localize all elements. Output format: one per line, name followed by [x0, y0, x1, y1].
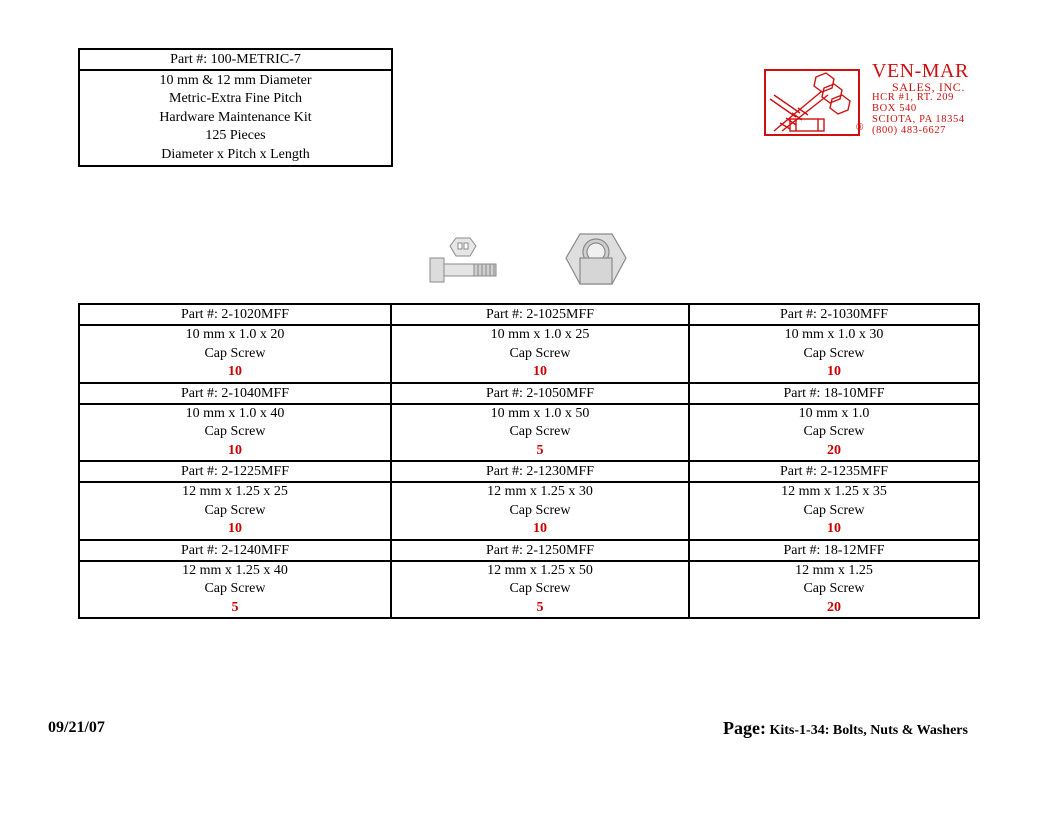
part-cell: [391, 482, 689, 540]
part-number: Part #: 2-1050MFF: [391, 383, 689, 404]
part-quantity: 10: [533, 364, 547, 379]
part-number: Part #: 2-1250MFF: [391, 540, 689, 561]
part-number: Part #: 2-1020MFF: [79, 304, 391, 325]
part-number-row: [79, 304, 979, 325]
part-cell: [79, 404, 391, 462]
kit-part-number: Part #: 100-METRIC-7: [80, 50, 391, 71]
part-quantity: 10: [228, 364, 242, 379]
part-quantity: 5: [536, 442, 544, 458]
bolt-emblem-icon: [766, 71, 858, 134]
part-quantity: 5: [536, 599, 544, 615]
logo-text: [872, 60, 969, 136]
part-type: Cap Screw: [509, 345, 571, 361]
company-subname: SALES, INC.: [892, 80, 965, 94]
part-cell: [689, 404, 979, 462]
part-quantity: 10: [533, 521, 547, 536]
part-type: Cap Screw: [509, 502, 571, 518]
part-type: Cap Screw: [803, 345, 865, 361]
company-address-3: SCIOTA, PA 18354: [872, 114, 965, 125]
part-cell: [689, 482, 979, 540]
part-number: Part #: 18-12MFF: [689, 540, 979, 561]
company-name: VEN-MAR: [872, 60, 969, 82]
part-cell: [79, 482, 391, 540]
part-type: Cap Screw: [803, 581, 865, 596]
part-size: 12 mm x 1.25 x 25: [182, 484, 288, 499]
part-number-row: [79, 383, 979, 404]
part-size: 10 mm x 1.0: [798, 405, 870, 421]
page-label: Page:: [723, 718, 766, 738]
parts-table: [78, 303, 980, 619]
kit-piece-count: 125 Pieces: [205, 128, 266, 144]
page-title: Kits-1-34: Bolts, Nuts & Washers: [769, 723, 968, 738]
kit-pitch: Metric-Extra Fine Pitch: [169, 91, 302, 107]
part-quantity: 20: [827, 599, 841, 615]
document-date: 09/21/07: [48, 719, 105, 736]
part-cell: [391, 404, 689, 462]
part-size: 10 mm x 1.0 x 30: [784, 327, 884, 342]
part-number: Part #: 2-1240MFF: [79, 540, 391, 561]
part-size: 10 mm x 1.0 x 50: [490, 405, 590, 421]
part-number-row: [79, 540, 979, 561]
hex-nut-icon: [564, 232, 628, 293]
page-reference: [723, 718, 968, 739]
part-number: Part #: 2-1225MFF: [79, 461, 391, 482]
company-phone: (800) 483-6627: [872, 125, 947, 136]
part-quantity: 20: [827, 442, 841, 458]
part-quantity: 10: [228, 442, 242, 458]
registered-mark: ®: [856, 122, 864, 133]
part-quantity: 10: [228, 521, 242, 536]
part-type: Cap Screw: [204, 424, 266, 439]
part-size: 12 mm x 1.25 x 40: [182, 562, 288, 578]
cap-screw-icon: [428, 236, 500, 289]
part-type: Cap Screw: [509, 581, 571, 596]
part-size: 12 mm x 1.25 x 30: [487, 484, 593, 499]
logo-emblem: [764, 69, 860, 136]
part-type: Cap Screw: [509, 424, 571, 439]
part-cell: [689, 325, 979, 383]
part-size: 10 mm x 1.0 x 40: [185, 405, 285, 421]
kit-size-format: Diameter x Pitch x Length: [161, 146, 310, 162]
part-detail-row: [79, 404, 979, 462]
part-number: Part #: 2-1025MFF: [391, 304, 689, 325]
company-logo: [764, 60, 994, 140]
part-size: 10 mm x 1.0 x 20: [185, 327, 285, 342]
part-cell: [689, 561, 979, 619]
part-number: Part #: 2-1040MFF: [79, 383, 391, 404]
part-number: Part #: 2-1235MFF: [689, 461, 979, 482]
part-number: Part #: 2-1030MFF: [689, 304, 979, 325]
kit-diameter: 10 mm & 12 mm Diameter: [159, 73, 312, 88]
kit-title: Hardware Maintenance Kit: [159, 109, 312, 125]
part-type: Cap Screw: [204, 502, 266, 518]
kit-description: [80, 71, 391, 165]
part-number-row: [79, 461, 979, 482]
part-size: 12 mm x 1.25 x 50: [487, 562, 593, 578]
part-cell: [79, 325, 391, 383]
part-type: Cap Screw: [204, 345, 266, 361]
kit-info-box: [78, 48, 393, 167]
part-number: Part #: 2-1230MFF: [391, 461, 689, 482]
part-detail-row: [79, 325, 979, 383]
part-type: Cap Screw: [803, 424, 865, 439]
part-cell: [391, 325, 689, 383]
part-size: 12 mm x 1.25 x 35: [781, 484, 887, 499]
part-detail-row: [79, 561, 979, 619]
part-quantity: 5: [231, 599, 239, 615]
company-address-1: HCR #1, RT. 209: [872, 92, 954, 103]
part-detail-row: [79, 482, 979, 540]
part-quantity: 10: [827, 364, 841, 379]
part-quantity: 10: [827, 521, 841, 536]
part-size: 12 mm x 1.25: [795, 562, 873, 578]
part-size: 10 mm x 1.0 x 25: [490, 327, 590, 342]
company-address-2: BOX 540: [872, 103, 917, 114]
part-type: Cap Screw: [803, 502, 865, 518]
part-cell: [391, 561, 689, 619]
part-cell: [79, 561, 391, 619]
part-type: Cap Screw: [204, 581, 266, 596]
part-number: Part #: 18-10MFF: [689, 383, 979, 404]
